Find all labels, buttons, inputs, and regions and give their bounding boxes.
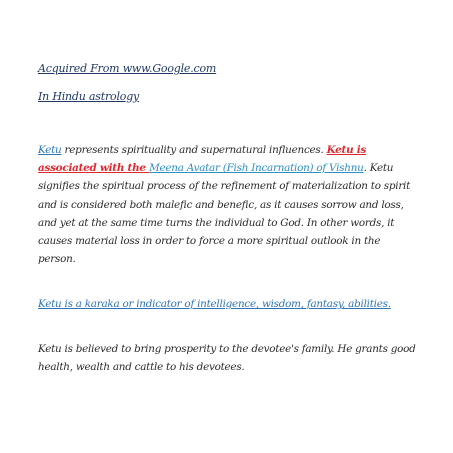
term-ketu: Ketu: [38, 144, 62, 156]
source-line: Acquired From www.Google.com: [38, 62, 217, 75]
paragraph-prosperity: Ketu is believed to bring prosperity to the devotee's family. He grants good health, wealth and cattle to his devotees.: [38, 343, 416, 374]
paragraph1-text-b: . Ketu signifies the spiritual process of the refinement of materialization to spirit and is considered both malefic and benefic, as it causes sorrow and loss, and yet at the same time turns the individual to God. In other words, it causes material loss in order to force a more spiritual outlook in the person.: [38, 162, 411, 266]
paragraph1-text-a: represents spirituality and supernatural influences.: [61, 144, 327, 156]
paragraph-ketu-description: [38, 141, 418, 268]
paragraph1-emphasis: Ketu is associated with the: [38, 144, 367, 175]
meena-avatar-link[interactable]: Meena Avatar (Fish Incarnation) of Vishnu: [149, 162, 364, 175]
paragraph-karaka: Ketu is a karaka or indicator of intelligence, wisdom, fantasy, abilities.: [38, 298, 391, 310]
context-line: In Hindu astrology: [38, 90, 140, 103]
